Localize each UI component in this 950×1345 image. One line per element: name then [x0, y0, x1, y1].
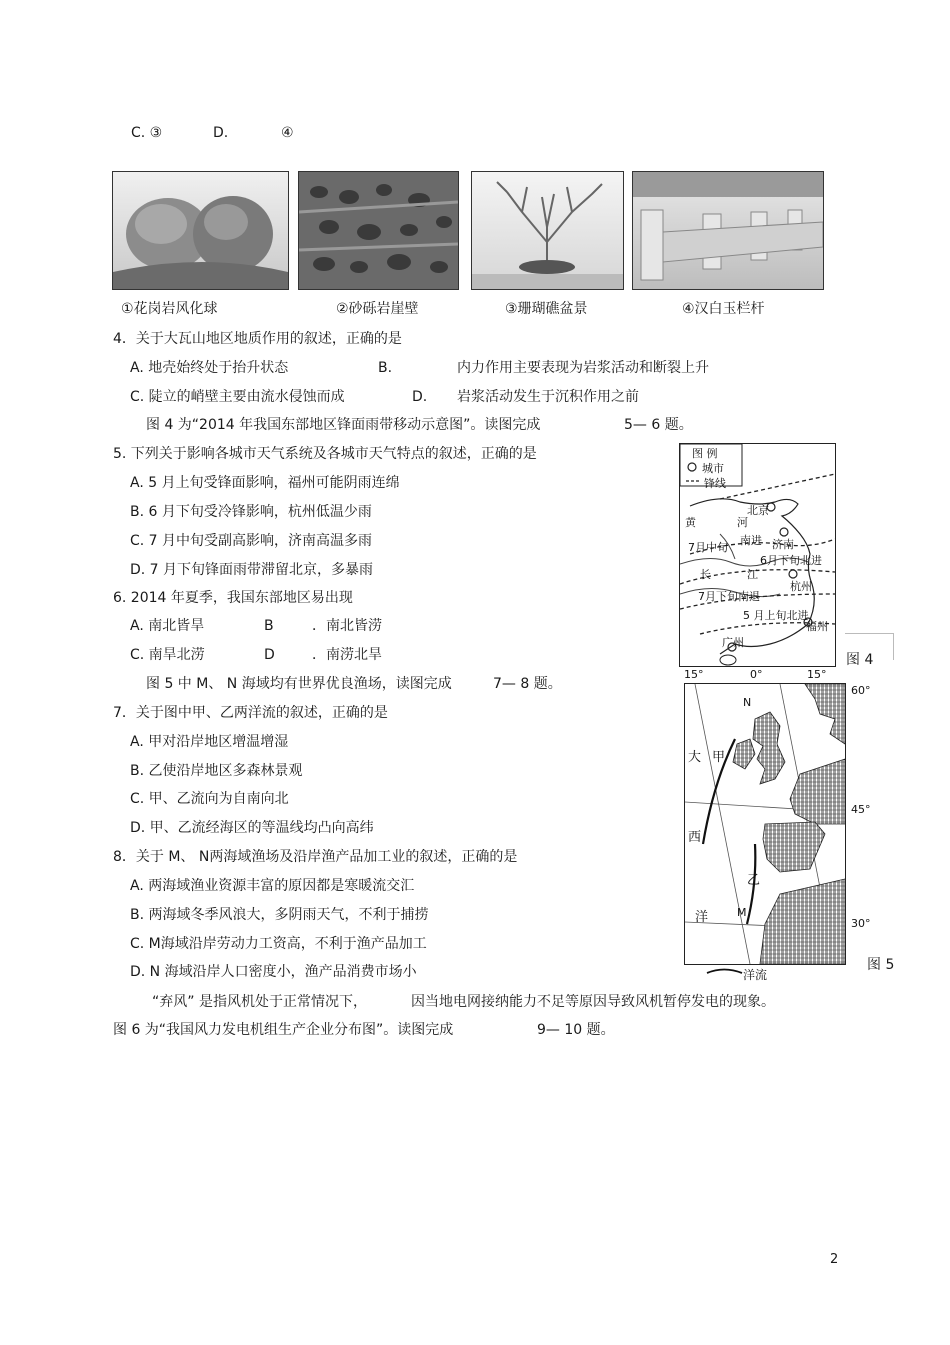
fig5-label-jia: 甲 [712, 750, 726, 765]
intro-5-6: 图 4 为“2014 年我国东部地区锋面雨带移动示意图”。读图完成 [146, 417, 541, 433]
q7-option-c: C. 甲、乙流向为自南向北 [130, 791, 289, 807]
label-may-early: 5 月上旬北进 [743, 609, 809, 622]
photo-caption-2: ②砂砾岩崖壁 [336, 301, 419, 317]
city-beijing: 北京 [747, 504, 769, 517]
q7-option-b: B. 乙使沿岸地区多森林景观 [130, 763, 303, 779]
q5-option-a: A. 5 月上旬受锋面影响，福州可能阴雨连绵 [130, 475, 400, 491]
q6-option-d-text: ．南涝北旱 [312, 647, 382, 663]
photo-granite-ball [112, 171, 289, 290]
photo-marble-railing [632, 171, 824, 290]
q5-option-c: C. 7 月中旬受副高影响，济南高温多雨 [130, 533, 373, 549]
fig5-lat-60: 60° [851, 684, 871, 697]
q4-option-d-text: 岩浆活动发生于沉积作用之前 [457, 389, 639, 405]
q4-option-d-label: D. [412, 389, 428, 405]
page-number: 2 [830, 1252, 839, 1267]
figure-5-caption: 图 5 [867, 957, 895, 973]
city-jinan: 济南 [772, 538, 794, 551]
city-fuzhou: 福州 [806, 620, 828, 633]
city-guangzhou: 广州 [722, 636, 744, 649]
q6-stem: 6. 2014 年夏季，我国东部地区易出现 [113, 590, 353, 606]
q6-option-a: A. 南北皆旱 [130, 618, 205, 634]
fig5-label-m: M [737, 906, 747, 919]
q8-option-a: A. 两海域渔业资源丰富的原因都是寒暖流交汇 [130, 878, 415, 894]
city-hangzhou: 杭州 [790, 580, 812, 593]
photo-coral-bonsai [471, 171, 624, 290]
fig5-legend-current: 洋流 [743, 968, 768, 982]
q4-option-b-text: 内力作用主要表现为岩浆活动和断裂上升 [457, 360, 709, 376]
option-c-top: C. ③ [131, 125, 163, 141]
option-d-top-value: ④ [281, 125, 294, 141]
fig5-label-da: 大 [688, 750, 702, 765]
q6-option-d-label: D [264, 647, 275, 663]
q8-option-c: C. M海域沿岸劳动力工资高，不利于渔产品加工 [130, 936, 427, 952]
fig5-lat-45: 45° [851, 803, 871, 816]
option-d-top: D. [213, 125, 229, 141]
intro-5-6-tail: 5— 6 题。 [624, 417, 693, 433]
photo-caption-1: ①花岗岩风化球 [121, 301, 218, 317]
q8-stem: 8．关于 M、 N两海域渔场及沿岸渔产品加工业的叙述，正确的是 [113, 849, 518, 865]
fig5-label-yi: 乙 [747, 873, 761, 888]
q8-option-b: B. 两海域冬季风浪大，多阴雨天气，不利于捕捞 [130, 907, 429, 923]
q7-option-d: D. 甲、乙流经海区的等温线均凸向高纬 [130, 820, 374, 836]
photo-conglomerate-cliff [298, 171, 459, 290]
q5-option-d: D. 7 月下旬锋面雨带滞留北京，多暴雨 [130, 562, 374, 578]
intro-7-8: 图 5 中 M、 N 海域均有世界优良渔场，读图完成 [146, 676, 452, 692]
q6-option-b-label: B [264, 618, 274, 634]
q5-option-b: B. 6 月下旬受冷锋影响，杭州低温少雨 [130, 504, 372, 520]
q4-stem: 4．关于大瓦山地区地质作用的叙述，正确的是 [113, 331, 402, 347]
label-he: 河 [737, 516, 748, 529]
q4-option-a: A. 地壳始终处于抬升状态 [130, 360, 289, 376]
fig4-lon-2: 0° [750, 668, 763, 681]
figure-4-caption: 图 4 [846, 652, 874, 668]
fig4-lon-1: 15° [684, 668, 704, 681]
label-chang: 长 [700, 568, 711, 581]
figure-5-map [684, 683, 846, 965]
passage-line2-tail: 9— 10 题。 [537, 1022, 615, 1038]
label-jul-late: 7月下旬南退 [698, 590, 760, 603]
q6-option-c: C. 南旱北涝 [130, 647, 205, 663]
fig4-legend-title: 图 例 [692, 447, 718, 460]
label-jun-late: 6月下旬北进 [760, 554, 822, 567]
q4-option-b-label: B. [378, 360, 393, 376]
photo-caption-4: ④汉白玉栏杆 [682, 301, 765, 317]
fig5-label-yang: 洋 [695, 910, 709, 925]
photo-caption-3: ③珊瑚礁盆景 [505, 301, 588, 317]
fig4-caption-frame [845, 633, 894, 660]
q5-stem: 5. 下列关于影响各城市天气系统及各城市天气特点的叙述，正确的是 [113, 446, 537, 462]
label-huang: 黄 [685, 516, 696, 529]
label-nan-jin: 南进 [740, 534, 762, 547]
label-jiang: 江 [747, 568, 758, 581]
fig5-label-xi: 西 [688, 830, 702, 845]
passage-line2: 图 6 为“我国风力发电机组生产企业分布图”。读图完成 [113, 1022, 454, 1038]
fig4-legend-front: 锋线 [704, 477, 726, 490]
fig4-legend-city: 城市 [702, 462, 724, 475]
q4-option-c: C. 陡立的峭壁主要由流水侵蚀而成 [130, 389, 345, 405]
ocean-current-legend-icon [706, 966, 744, 976]
q7-option-a: A. 甲对沿岸地区增温增湿 [130, 734, 289, 750]
label-jul-mid: 7月中旬 [688, 541, 728, 554]
figure-4-map [679, 443, 836, 667]
q7-stem: 7．关于图中甲、乙两洋流的叙述，正确的是 [113, 705, 388, 721]
q6-option-b-text: ．南北皆涝 [312, 618, 382, 634]
intro-7-8-tail: 7— 8 题。 [493, 676, 562, 692]
passage-line1a: “弃风” 是指风机处于正常情况下， [152, 994, 367, 1010]
fig4-lon-3: 15° [807, 668, 827, 681]
fig5-label-n: N [743, 696, 752, 709]
q8-option-d: D. N 海域沿岸人口密度小，渔产品消费市场小 [130, 964, 417, 980]
passage-line1b: 因当地电网接纳能力不足等原因导致风机暂停发电的现象。 [411, 994, 775, 1010]
fig5-lat-30: 30° [851, 917, 871, 930]
